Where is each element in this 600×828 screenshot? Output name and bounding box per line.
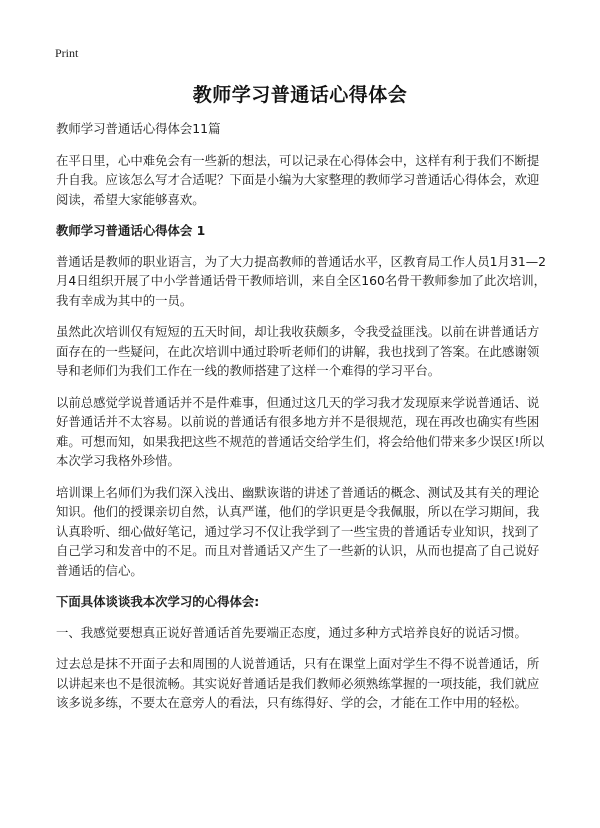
paragraph: 一、我感觉要想真正说好普通话首先要端正态度，通过多种方式培养良好的说话习惯。: [56, 624, 527, 640]
section-heading-1: 教师学习普通话心得体会 1: [56, 223, 206, 238]
document-subtitle: 教师学习普通话心得体会11篇: [56, 121, 221, 136]
paragraph: 过去总是抹不开面子去和周围的人说普通话，只有在课堂上面对学生不得不说普通话，所以讲起来也不是很流畅。其实说好普通话是我们教师必须熟练掌握的一项技能，我们就应该多说多练，不要太在意旁人的看法，只有练得好、学的会，才能在工作中用的轻松。: [56, 656, 540, 710]
page-title: 教师学习普通话心得体会: [192, 84, 408, 106]
paragraph: 以前总感觉学说普通话并不是件难事，但通过这几天的学习我才发现原来学说普通话、说好普通话并不太容易。以前说的普通话有很多地方并不是很规范，现在再改也确实有些困难。可想而知，如果我把这些不规范的普通话交给学生们，将会给他们带来多少误区!所以本次学习我格外珍惜。: [56, 394, 545, 468]
paragraph: 培训课上名师们为我们深入浅出、幽默诙谐的讲述了普通话的概念、测试及其有关的理论知识。他们的授课亲切自然，认真严谨，他们的学识更是令我佩服，所以在学习期间，我认真聆听、细心做好笔记，通过学习不仅让我学到了一些宝贵的普通话专业知识，找到了自己学习和发音中的不足。而且对普通话又产生了一些新的认识，从而也提高了自己说好普通话的信心。: [56, 484, 540, 578]
paragraph: 虽然此次培训仅有短短的五天时间，却让我收获颇多，令我受益匪浅。以前在讲普通话方面存在的一些疑问，在此次培训中通过聆听老师们的讲解，我也找到了答案。在此感谢领导和老师们为我们工作在一线的教师搭建了这样一个难得的学习平台。: [56, 324, 540, 378]
paragraph: 普通话是教师的职业语言，为了大力提高教师的普通话水平，区教育局工作人员1月31—2月4日组织开展了中小学普通话骨干教师培训，来自全区160名骨干教师参加了此次培训，我有幸成为其中的一员。: [56, 253, 546, 308]
document-body: [56, 119, 551, 725]
intro-paragraph: 在平日里，心中难免会有一些新的想法，可以记录在心得体会中，这样有利于我们不断提升自我。应该怎么写才合适呢？下面是小编为大家整理的教师学习普通话心得体会，欢迎阅读，希望大家能够喜欢。: [56, 152, 540, 207]
section-heading-2: 下面具体谈谈我本次学习的心得体会:: [56, 594, 260, 609]
print-label[interactable]: Print: [55, 46, 79, 60]
